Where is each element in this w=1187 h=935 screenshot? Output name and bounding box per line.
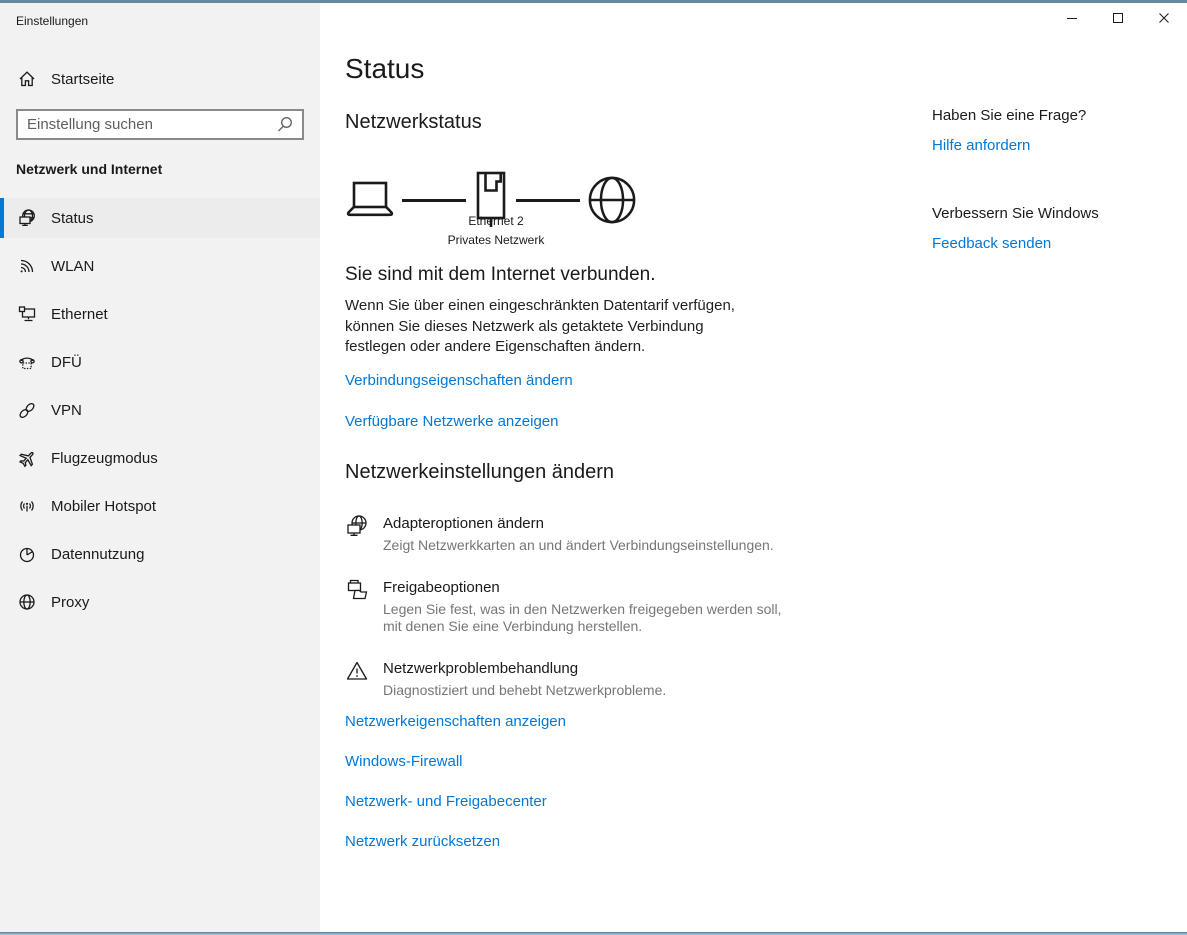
airplane-icon — [17, 448, 37, 468]
wifi-icon — [17, 256, 37, 276]
status-message: Sie sind mit dem Internet verbunden. — [345, 264, 656, 285]
ethernet-icon — [17, 304, 37, 324]
sidebar-item-mobiler-hotspot[interactable] — [0, 486, 320, 526]
network-status-icon — [17, 208, 37, 228]
settings-item-sharing-options[interactable] — [345, 578, 945, 635]
settings-item-title: Freigabeoptionen — [383, 578, 500, 596]
connection-type: Privates Netzwerk — [447, 233, 545, 247]
sidebar-item-label: Proxy — [51, 593, 90, 611]
window-title: Einstellungen — [16, 14, 89, 28]
main-content-area — [320, 3, 1187, 935]
link-windows-firewall[interactable]: Windows-Firewall — [345, 752, 463, 770]
sidebar-item-flugzeugmodus[interactable] — [0, 438, 320, 478]
close-button[interactable] — [1141, 3, 1187, 33]
page-title: Status — [345, 53, 425, 84]
proxy-globe-icon — [17, 592, 37, 612]
sidebar-nav — [0, 198, 320, 630]
sidebar — [0, 3, 320, 935]
sidebar-item-label: DFÜ — [51, 353, 82, 371]
resource-links — [345, 713, 945, 851]
connection-labels — [416, 212, 576, 250]
sidebar-item-home[interactable] — [0, 61, 320, 97]
network-status-heading: Netzwerkstatus — [345, 111, 482, 133]
link-send-feedback[interactable]: Feedback senden — [932, 235, 1052, 252]
sidebar-item-label: Status — [51, 209, 94, 227]
sidebar-item-vpn[interactable] — [0, 390, 320, 430]
settings-item-network-troubleshooter[interactable] — [345, 659, 945, 699]
laptop-icon — [345, 181, 395, 219]
link-show-available-networks[interactable]: Verfügbare Netzwerke anzeigen — [345, 412, 559, 430]
sidebar-item-label: Ethernet — [51, 305, 108, 323]
status-description: Wenn Sie über einen eingeschränkten Datentarif verfügen, können Sie dieses Netzwerk als getaktete Verbindung festlegen oder andere Eigenschaften ändern. — [345, 297, 735, 355]
minimize-button[interactable] — [1049, 3, 1095, 33]
sharing-icon — [345, 578, 369, 602]
settings-item-description: Diagnostiziert und behebt Netzwerkprobleme. — [383, 681, 667, 698]
sidebar-item-label: Datennutzung — [51, 545, 145, 563]
settings-item-description: Legen Sie fest, was in den Netzwerken freigegeben werden soll, mit denen Sie eine Verbindung herstellen. — [383, 600, 782, 634]
link-network-reset[interactable]: Netzwerk zurücksetzen — [345, 832, 501, 850]
right-panel — [932, 107, 1162, 253]
adapter-globe-icon — [345, 514, 369, 538]
improve-windows-heading: Verbessern Sie Windows — [932, 205, 1099, 222]
sidebar-item-ethernet[interactable] — [0, 294, 320, 334]
maximize-icon — [1112, 12, 1124, 24]
sidebar-item-status[interactable] — [0, 198, 320, 238]
settings-item-description: Zeigt Netzwerkkarten an und ändert Verbindungseinstellungen. — [383, 536, 774, 553]
vpn-icon — [17, 400, 37, 420]
data-usage-icon — [17, 544, 37, 564]
internet-globe-icon — [587, 175, 637, 225]
link-change-connection-properties[interactable]: Verbindungseigenschaften ändern — [345, 371, 573, 389]
home-icon — [17, 69, 37, 89]
settings-item-adapter-options[interactable] — [345, 514, 945, 554]
search-input[interactable] — [18, 116, 276, 133]
network-diagram — [345, 170, 945, 247]
sidebar-item-label: WLAN — [51, 257, 95, 275]
sidebar-item-label: VPN — [51, 401, 82, 419]
warning-triangle-icon — [345, 659, 369, 683]
search-box — [16, 109, 304, 140]
link-view-network-properties[interactable]: Netzwerkeigenschaften anzeigen — [345, 712, 566, 730]
dialup-icon — [17, 352, 37, 372]
hotspot-icon — [17, 496, 37, 516]
settings-item-title: Netzwerkproblembehandlung — [383, 659, 579, 677]
close-icon — [1158, 12, 1170, 24]
change-settings-heading: Netzwerkeinstellungen ändern — [345, 460, 615, 483]
sidebar-item-label: Mobiler Hotspot — [51, 497, 157, 515]
maximize-button[interactable] — [1095, 3, 1141, 33]
sidebar-home-label: Startseite — [51, 70, 115, 88]
sidebar-item-dfu[interactable] — [0, 342, 320, 382]
connection-name: Ethernet 2 — [468, 214, 524, 228]
minimize-icon — [1066, 12, 1078, 24]
link-network-sharing-center[interactable]: Netzwerk- und Freigabecenter — [345, 792, 547, 810]
sidebar-section-title: Netzwerk und Internet — [16, 161, 163, 177]
question-heading: Haben Sie eine Frage? — [932, 107, 1087, 124]
connection-line — [516, 199, 580, 202]
settings-item-title: Adapteroptionen ändern — [383, 514, 544, 532]
sidebar-item-wlan[interactable] — [0, 246, 320, 286]
window-controls — [1049, 3, 1187, 33]
sidebar-item-proxy[interactable] — [0, 582, 320, 622]
sidebar-item-datennutzung[interactable] — [0, 534, 320, 574]
connection-line — [402, 199, 466, 202]
sidebar-item-label: Flugzeugmodus — [51, 449, 158, 467]
search-icon[interactable] — [276, 116, 293, 133]
link-get-help[interactable]: Hilfe anfordern — [932, 137, 1031, 154]
